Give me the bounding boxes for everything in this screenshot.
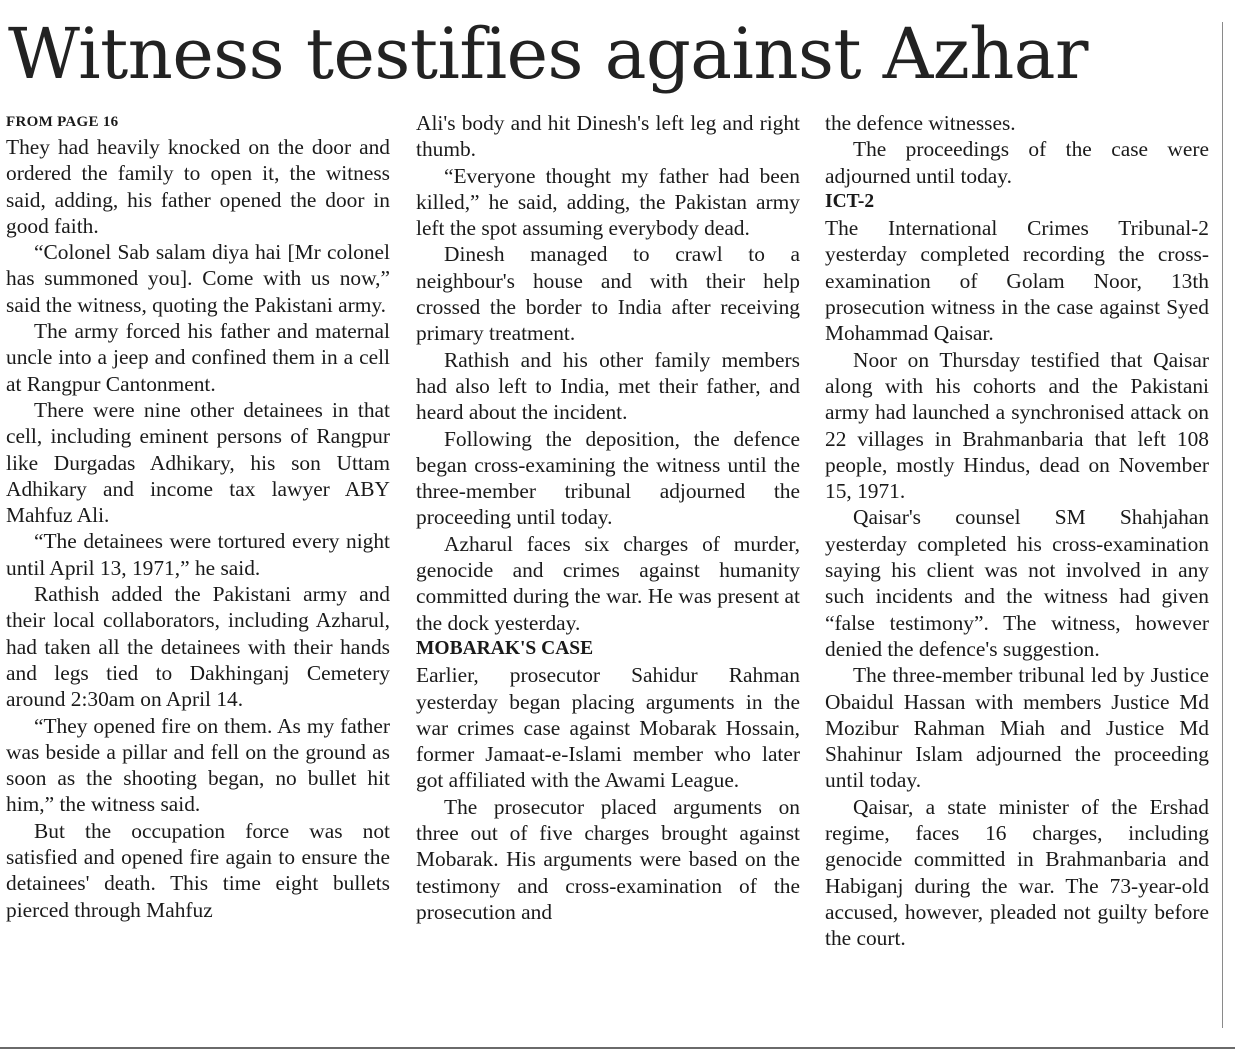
paragraph: “Colonel Sab salam diya hai [Mr colonel has summoned you]. Come with us now,” said the witness, quoting the Pakistani army. xyxy=(6,240,390,317)
paragraph: The army forced his father and maternal uncle into a jeep and confined them in a cell at Rangpur Cantonment. xyxy=(6,319,390,396)
paragraph: Qaisar, a state minister of the Ershad regime, faces 16 charges, including genocide committed in Brahmanbaria and Habiganj during the war. The 73-year-old accused, however, pleaded not guilty before the court. xyxy=(825,794,1209,951)
subheading-mobarak-case: MOBARAK'S CASE xyxy=(416,637,594,659)
paragraph: Noor on Thursday testified that Qaisar along with his cohorts and the Pakistani army had launched a synchronised attack on 22 villages in Brahmanbaria that left 108 people, mostly Hindus, dead on November 15, 1971. xyxy=(825,347,1209,504)
paragraph: They had heavily knocked on the door and ordered the family to open it, the witness said, adding, his father opened the door in good faith. xyxy=(6,135,390,238)
paragraph: The International Crimes Tribunal-2 yesterday completed recording the cross-examination of Golam Noor, 13th prosecution witness in the case against Syed Mohammad Qaisar. xyxy=(825,216,1209,346)
paragraph: The proceedings of the case were adjourned until today. xyxy=(825,137,1209,188)
continuation-kicker: FROM PAGE 16 xyxy=(6,114,119,130)
paragraph: Ali's body and hit Dinesh's left leg and right thumb. xyxy=(416,111,800,162)
paragraph: the defence witnesses. xyxy=(825,111,1016,135)
paragraph: “The detainees were tortured every night until April 13, 1971,” he said. xyxy=(6,529,390,580)
paragraph: The three-member tribunal led by Justice Obaidul Hassan with members Justice Md Mozibur Rahman Miah and Justice Md Shahinur Islam adjourned the proceeding until today. xyxy=(825,663,1209,793)
paragraph: Earlier, prosecutor Sahidur Rahman yesterday began placing arguments in the war crimes case against Mobarak Hossain, former Jamaat-e-Islami member who later got affiliated with the Awami League. xyxy=(416,663,800,793)
paragraph: Following the deposition, the defence began cross-examining the witness until the three-member tribunal adjourned the proceeding until today. xyxy=(416,426,800,530)
column-rule-right xyxy=(1222,22,1223,1028)
headline: Witness testifies against Azhar xyxy=(8,13,1088,95)
paragraph: Rathish added the Pakistani army and their local collaborators, including Azharul, had taken all the detainees with their hands and legs tied to Dakhinganj Cemetery around 2:30am on April 14. xyxy=(6,582,390,712)
paragraph: There were nine other detainees in that cell, including eminent persons of Rangpur like Durgadas Adhikary, his son Uttam Adhikary and income tax lawyer ABY Mahfuz Ali. xyxy=(6,397,390,528)
paragraph: But the occupation force was not satisfied and opened fire again to ensure the detainees' death. This time eight bullets pierced through Mahfuz xyxy=(6,818,390,922)
bottom-rule xyxy=(0,1047,1235,1049)
paragraph: “They opened fire on them. As my father was beside a pillar and fell on the ground as soon as the shooting began, no bullet hit him,” the witness said. xyxy=(6,713,390,817)
paragraph: Dinesh managed to crawl to a neighbour's house and with their help crossed the border to India after receiving primary treatment. xyxy=(416,242,800,346)
subheading-ict-2: ICT-2 xyxy=(825,190,875,212)
paragraph: Qaisar's counsel SM Shahjahan yesterday completed his cross-examination saying his client was not involved in any such incidents and the witness had given “false testimony”. The witness, however denied the defence's suggestion. xyxy=(825,505,1209,661)
paragraph: Azharul faces six charges of murder, genocide and crimes against humanity committed during the war. He was present at the dock yesterday. xyxy=(416,531,800,635)
paragraph: Rathish and his other family members had also left to India, met their father, and heard about the incident. xyxy=(416,347,800,425)
article-column-1 xyxy=(6,110,390,923)
article-column-2 xyxy=(416,110,800,925)
article-column-3 xyxy=(825,110,1209,952)
paragraph: “Everyone thought my father had been killed,” he said, adding, the Pakistan army left the spot assuming everybody dead. xyxy=(416,163,800,241)
paragraph: The prosecutor placed arguments on three out of five charges brought against Mobarak. His arguments were based on the testimony and cross-examination of the prosecution and xyxy=(416,794,800,924)
